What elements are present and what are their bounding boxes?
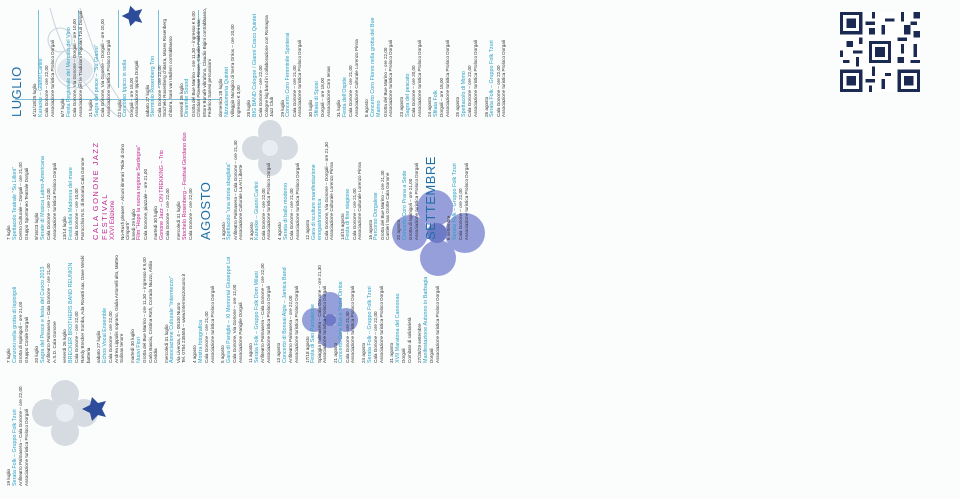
event-title: Stochelo Rosenberg – Festival Giordano duo bbox=[181, 132, 188, 240]
event-organizer: Associazione turistica Proloco Dorgali bbox=[49, 40, 55, 117]
event-location: Spiaggia Palmasera – Cala Gonone – ore 21,30 bbox=[316, 265, 322, 363]
event-item bbox=[361, 253, 384, 363]
event-item bbox=[179, 7, 213, 117]
event-item bbox=[417, 253, 440, 363]
event-location: Grotta del Bue Marino – ore 22,00 bbox=[382, 47, 388, 117]
event-organizer: Gruppo Spontaneo Teatrale Dorgali bbox=[23, 167, 29, 240]
event-organizer: Ingresso € 3,00 bbox=[235, 85, 241, 117]
event-item bbox=[34, 130, 57, 240]
event-title: Spettacolo Teatrale "Su Lilloni" bbox=[11, 166, 18, 240]
event-location: Grotta del Bue Marino – ore 11,30 – ingresso € 5,00 bbox=[141, 257, 147, 363]
event-organizer: Associazione Culturale La Art Liberte bbox=[238, 164, 244, 240]
month-title-luglio: LUGLIO bbox=[9, 66, 24, 117]
event-title: Spettacolo "una storia sbagliata" bbox=[226, 162, 233, 240]
month-title-settembre: SETTEMBRE bbox=[423, 156, 439, 240]
event-item bbox=[305, 253, 328, 363]
event-date: lunedì 29 luglio bbox=[130, 209, 136, 240]
event-title: Associazione Culturale "Intermezzo" bbox=[169, 276, 176, 363]
event-organizer: Associazione turistica Proloco Dorgali bbox=[463, 163, 469, 240]
event-title: Serata Folk – Gruppo Folk Dom Milani bbox=[253, 271, 260, 363]
event-organizer: Associazione turistica Proloco Dorgali bbox=[209, 286, 215, 363]
event-item bbox=[249, 130, 272, 240]
event-title: Sagra del pescato bbox=[404, 73, 411, 117]
event-title: Festa della Madonna del mare bbox=[67, 167, 74, 240]
event-title: Serata Folk – Gruppo Folk Tzuri bbox=[451, 163, 458, 240]
event-title: Concerto Coro Prana a Sede bbox=[401, 170, 408, 240]
event-organizer: Christian Piovesan Rouse, Claudio Fabbrini sax, Ettore Bonafè vibrafono, Claudio Bigini contrabbasso, Federico Sanesi percussioni bbox=[196, 7, 213, 117]
event-title: Gara di sculture manifestazione enogastronomica bbox=[310, 164, 324, 240]
event-location: Cala Gonone – ore 21,00 bbox=[351, 188, 357, 240]
event-item bbox=[333, 253, 356, 363]
event-title: Mostra fotografica bbox=[197, 319, 204, 363]
event-item bbox=[396, 130, 419, 240]
event-date: sabato 27 luglio bbox=[96, 330, 102, 363]
event-organizer: Associazione Culturale Lorenzo Pinna bbox=[353, 39, 359, 117]
event-date: 28 luglio bbox=[246, 99, 252, 117]
event-item bbox=[399, 7, 422, 117]
event-date: 7 luglio bbox=[6, 348, 11, 363]
event-organizer: Associazione turistica Proloco Dorgali bbox=[294, 163, 300, 240]
event-title: Concorso Ippico in sella bbox=[122, 59, 129, 117]
event-organizer: Associazione turistica Proloco Dorgali bbox=[266, 163, 272, 240]
event-organizer: Parrocchia N.S. di Bonaria Cala Gonone bbox=[79, 157, 85, 240]
event-date: 4 agosto bbox=[191, 345, 197, 363]
event-date: mercoledì 31 luglio bbox=[175, 201, 181, 240]
event-organizer: Associazione turistica Proloco Dorgali bbox=[501, 40, 507, 117]
event-location: Dorgali – ore 18,00 bbox=[439, 77, 445, 117]
event-title: Festa di fine stagione bbox=[345, 188, 352, 240]
event-location: Cala Gonone, Via Gonone – ore 12,00 bbox=[232, 284, 238, 363]
event-date: 17/18 agosto bbox=[304, 336, 310, 363]
event-date: 1 agosto bbox=[220, 222, 226, 240]
event-date: 9/16/23 luglio bbox=[34, 212, 40, 240]
event-item bbox=[34, 253, 57, 363]
event-date: mercoledì 31 luglio bbox=[163, 324, 169, 363]
event-date: 24 agosto bbox=[361, 342, 367, 363]
event-location: Cala Gonone – ore 22,00 bbox=[44, 65, 49, 117]
event-title: Festa di San Pantaleone bbox=[310, 303, 317, 363]
event-title: Gara di Paniglie – XI Memorial Giuseppe Loi bbox=[225, 256, 232, 363]
event-location: Cala Gonone – ore 22,00 bbox=[495, 65, 501, 117]
event-organizer: Associazione turistica Proloco Dorgali bbox=[294, 286, 300, 363]
event-location: Cala Gonone – ore 22,00 bbox=[373, 311, 379, 363]
event-title: Concerto Coro Flores nella grotta del Bue Marino bbox=[370, 17, 383, 117]
event-item bbox=[484, 7, 507, 117]
event-date: 16 agosto bbox=[367, 219, 373, 240]
event-item bbox=[336, 7, 359, 117]
event-title: Percorso Dorgalese bbox=[373, 192, 380, 240]
event-item bbox=[32, 7, 55, 117]
event-item bbox=[62, 253, 91, 363]
event-location: Cala Gonone – ore 22,00 bbox=[260, 188, 266, 240]
event-location: Cala Gonone – ore 21,00 bbox=[288, 188, 294, 240]
event-date: 13 agosto bbox=[276, 342, 282, 363]
event-organizer: Andrea Lippolis soprano, Giulia Antonelli alto, Matteo Solinas tenore bbox=[113, 255, 125, 363]
event-item bbox=[246, 7, 275, 117]
event-title: Nuovi Fiori bbox=[135, 337, 142, 363]
event-title: Film "Hope la nuova regione Sardegna" bbox=[136, 145, 143, 240]
event-date: 4/11/18/25 luglio bbox=[32, 83, 37, 117]
event-item bbox=[280, 7, 303, 117]
event-item bbox=[221, 130, 244, 240]
event-title: Serata Folk – Gruppo Folk Tzuri bbox=[366, 286, 373, 363]
event-location: Dorgali bbox=[401, 348, 407, 363]
event-title: Concerto Coro Femminile Spinterai bbox=[285, 32, 292, 117]
event-location: Cala Gonone – ore 21,30 bbox=[344, 311, 350, 363]
event-location: Cala Gonone, Via Gonone – Dorgali – ore 20,00 bbox=[100, 19, 106, 117]
event-organizer: Associazione turistica Proloco Dorgali bbox=[105, 40, 111, 117]
event-organizer: Associazione turistica Proloco Dorgali bbox=[350, 286, 356, 363]
event-title: Spettacolo di Mimo bbox=[461, 71, 467, 117]
event-location: Cala Gonone, Via Gonone – Dorgali – ore 21,30 bbox=[323, 142, 329, 240]
event-date: 5 agosto bbox=[220, 345, 226, 363]
event-title: Serate di Musica Latino-Americana bbox=[39, 156, 46, 240]
event-date: 23 agosto bbox=[399, 96, 405, 117]
event-organizer: Associazione turistica Proloco Dorgali bbox=[378, 286, 384, 363]
event-date: venerdì 26 luglio bbox=[178, 83, 184, 117]
event-organizer: Cologne big band in collaborazione con Romagna Jazz Club bbox=[263, 15, 275, 117]
event-location: Cala Gonone – ore 22,00 bbox=[458, 188, 464, 240]
event-item bbox=[276, 253, 299, 363]
event-organizer: Associazione Ippica Dorgali bbox=[134, 60, 140, 117]
event-organizer: Associazione per le Tradizioni Popolari Tzuri Dorgali bbox=[77, 10, 83, 117]
event-date: martedì 30 luglio bbox=[153, 206, 159, 240]
event-date: 20 luglio bbox=[34, 345, 40, 363]
event-item bbox=[117, 7, 140, 117]
event-date: 6 settembre bbox=[446, 215, 452, 240]
event-title: Manifestazione Autunno in Barbagia bbox=[423, 276, 429, 363]
event-organizer: Associazione turistica Proloco Dorgali bbox=[265, 286, 271, 363]
month-title-agosto: AGOSTO bbox=[197, 181, 213, 240]
event-title: Echos Vocal Ensemble bbox=[101, 307, 108, 363]
event-location: Cala Gonone – ore 22,00 bbox=[74, 311, 80, 363]
event-location: Anfiteatro Palmasera – Cala Gonone – ore 22,00 bbox=[18, 386, 23, 486]
event-title: XVII Maratona del Cannonau bbox=[394, 293, 401, 363]
event-item bbox=[220, 253, 243, 363]
event-organizer: Associazione Coro Ienas bbox=[325, 66, 331, 117]
event-item bbox=[153, 130, 171, 240]
event-item bbox=[305, 130, 335, 240]
event-title: Canzoni nella grotta di Ispinigoli bbox=[11, 286, 18, 363]
event-location: Cala Gonone – ore 22,00 bbox=[156, 65, 162, 117]
event-date: 31 agosto bbox=[389, 342, 395, 363]
event-date: 21 luglio bbox=[88, 99, 94, 117]
event-title: Serata Folk – Gruppo Folk Tzuri bbox=[489, 40, 496, 117]
event-item bbox=[455, 7, 478, 117]
event-location: Cala Gonone – ore 22,00 bbox=[46, 188, 52, 240]
event-title: Sfilata Folk bbox=[432, 90, 439, 117]
event-title: Sagra del Pesce e festa del Cuoco 2013 bbox=[39, 266, 46, 363]
event-organizer: Cantieri Sas Grotte Cala Gonone bbox=[385, 172, 391, 240]
column-agosto-b bbox=[0, 249, 960, 371]
event-date: 21 agosto bbox=[332, 342, 338, 363]
event-organizer: Associazione turistica Proloco Dorgali bbox=[322, 286, 328, 363]
event-date: venerdì 26 luglio bbox=[62, 329, 68, 363]
event-organizer: Associazione turistica Proloco Dorgali bbox=[435, 286, 440, 363]
event-date: 13/14 luglio bbox=[62, 216, 68, 240]
event-title: Concerto di Bonsai Algiv – Jamica Band bbox=[282, 267, 289, 363]
event-organizer: Carlo Basciu, Cristina Roth, Corrado Nuzzo, Attilio Ceddia bbox=[147, 260, 159, 363]
event-item bbox=[6, 130, 29, 240]
column-festival bbox=[0, 126, 960, 248]
event-date: sabato 27 luglio bbox=[144, 84, 150, 117]
event-item bbox=[164, 253, 187, 363]
event-item bbox=[248, 253, 271, 363]
event-date: 26 agosto bbox=[483, 96, 489, 117]
event-item bbox=[308, 7, 331, 117]
event-date: martedì 30 luglio bbox=[129, 329, 135, 363]
event-location: Cala Gonone – ore 21,00 bbox=[203, 311, 209, 363]
event-date: 11 agosto bbox=[248, 343, 254, 363]
event-item bbox=[277, 130, 300, 240]
event-location: Grotta di Ispinigoli – ore 21,00 bbox=[408, 178, 414, 240]
event-location: Dorgali bbox=[429, 348, 435, 363]
event-title: Karaoke – Gianni Carlini bbox=[37, 58, 44, 117]
event-date: 8 agosto bbox=[364, 99, 370, 117]
event-location: Cala Gonone, Via Gonone – Dorgali – ore 10,00 bbox=[72, 19, 78, 117]
column-late bbox=[0, 372, 960, 494]
festival-subtitle: No-Rush please! – Alcuni itinerari "Ride di Gino Cimporti" bbox=[119, 143, 131, 240]
event-date: 22 luglio bbox=[116, 99, 122, 117]
event-organizer: Associazione turistica Proloco Dorgali bbox=[23, 409, 29, 486]
event-item bbox=[131, 130, 149, 240]
event-item bbox=[88, 7, 111, 117]
event-date: 27/28/29 settembre bbox=[417, 323, 423, 363]
event-location: Cala Gonone – ore 22,00 bbox=[187, 188, 193, 240]
events-list-col2 bbox=[6, 130, 474, 240]
event-organizer: A.S.D. Cala Gonone bbox=[51, 321, 57, 363]
events-list-col1 bbox=[32, 7, 507, 117]
event-item bbox=[96, 253, 125, 363]
event-location: Cala Gonone – ore 10,00 bbox=[74, 188, 80, 240]
event-organizer: Associazione turistica Proloco Dorgali bbox=[388, 40, 394, 117]
event-item bbox=[446, 130, 469, 240]
event-title: BIG BAND Cologne / Gianni Cosco Quintet bbox=[251, 13, 258, 117]
event-item bbox=[176, 130, 194, 240]
event-date: 3 agosto bbox=[248, 222, 254, 240]
event-organizer: Tel. 0784 235555 – www.intermezzonuoro.it bbox=[181, 273, 187, 363]
event-item bbox=[368, 130, 391, 240]
event-location: Via Livenza, 4 – 08100 Nuoro bbox=[175, 302, 181, 363]
event-organizer: Associazione turistica Proloco Dorgali bbox=[51, 163, 57, 240]
event-item bbox=[427, 7, 450, 117]
event-title: Karaoke – Gianni Carlini bbox=[254, 181, 261, 240]
event-date: 25 agosto bbox=[455, 96, 461, 117]
event-date: 7 luglio bbox=[6, 225, 11, 240]
event-item bbox=[364, 7, 394, 117]
event-date: 4 agosto bbox=[276, 222, 282, 240]
event-location: Cala Gonone – ore 20,00 bbox=[411, 65, 417, 117]
event-date: 30 luglio bbox=[308, 99, 314, 117]
event-title: Nizzalumeria Quintet bbox=[223, 66, 230, 117]
event-location: Anfiteatro Palmasera – Cala Gonone – ore 22,00 bbox=[260, 263, 266, 363]
event-title: Festa Regionale del Mercato del Vino bbox=[65, 27, 72, 117]
event-date: 31 luglio bbox=[336, 99, 342, 117]
festival-title: CALA GONONE JAZZ FESTIVAL bbox=[90, 141, 109, 240]
event-organizer: Associazione turistica Proloco Dorgali bbox=[297, 40, 303, 117]
event-date: 20 agosto bbox=[396, 219, 402, 240]
event-date: 19 luglio bbox=[6, 468, 11, 486]
event-location: Cala Gonone – ore 22,00 bbox=[258, 65, 264, 117]
event-title: Serata Folk – Gruppo Folk Tzuri bbox=[11, 409, 18, 486]
event-location: Dorgali – ore 18,00 bbox=[320, 77, 326, 117]
event-location: Grotta del Bue Marino – ore 21,30 bbox=[379, 170, 385, 240]
event-organizer: Associazione Culturale Lorenzo Pinna bbox=[357, 162, 363, 240]
event-item bbox=[6, 253, 29, 363]
event-location: Anfiteatro Palmasera – ore 22,00 bbox=[288, 295, 294, 363]
event-item bbox=[340, 130, 363, 240]
event-item bbox=[6, 376, 29, 486]
event-date: 14/15 agosto bbox=[339, 213, 345, 240]
event-date: 6/7 luglio bbox=[60, 98, 66, 117]
event-organizer: Associazione Paniglie Dorgali bbox=[237, 302, 243, 363]
event-organizer: Randy Brecker tromba, Ada Rovatti sax, Dave Weckl batteria bbox=[79, 255, 91, 363]
event-location: Anfiteatro Palmasera – Cala Gonone – ore 21,00 bbox=[46, 263, 52, 363]
event-organizer: Stochelo Rosenberg chitarra, Mozes Rosenberg chitarra, Sani van Mullem contrabbasso bbox=[162, 18, 173, 117]
event-location: Dorgali – ore 18,00 bbox=[128, 77, 134, 117]
events-list-col4 bbox=[6, 376, 34, 486]
event-title: Dinamite Sound bbox=[184, 78, 191, 117]
event-item bbox=[145, 7, 174, 117]
event-title: Festa dell'Ospite bbox=[341, 77, 348, 117]
events-list-col3 bbox=[6, 253, 446, 363]
event-location: Grotta del Bue Marino – ore 11,30 – ingresso € 5,00 bbox=[190, 11, 196, 117]
event-location: Grotta di Ispinigoli – ore 21,00 bbox=[18, 301, 23, 363]
event-item bbox=[389, 253, 412, 363]
event-title: Gonone Jazz – ON TREKKING – Trio bbox=[158, 150, 165, 240]
festival-edition: XXVI Edizione bbox=[108, 200, 116, 240]
event-item bbox=[62, 130, 85, 240]
event-organizer: Associazione turistica Proloco Dorgali bbox=[473, 40, 478, 117]
event-location: Cala Gonone – ore 22,00 bbox=[467, 65, 473, 117]
event-date: 12 agosto bbox=[305, 219, 311, 240]
qr-code bbox=[840, 12, 920, 92]
event-location: Cala Gonone – ore 22,00 bbox=[165, 188, 171, 240]
event-title: Sfilata di Sposi bbox=[313, 81, 320, 117]
event-date: 29 luglio bbox=[279, 99, 285, 117]
event-organizer: Gruppo Corale Dorgali bbox=[23, 317, 29, 363]
event-title: Sterminio Rosenberg Trio bbox=[150, 55, 157, 117]
event-item bbox=[60, 7, 83, 117]
column-luglio bbox=[0, 3, 960, 125]
event-organizer: Associazione turistica Proloco Dorgali bbox=[413, 163, 419, 240]
event-location: Anfiteatro Palmasera – Cala Gonone – ore 21,30 bbox=[232, 140, 238, 240]
event-organizer: Associazione turistica Proloco Dorgali bbox=[416, 40, 422, 117]
event-title: BRECKER BROTHERS BAND REUNION bbox=[67, 262, 74, 363]
event-organizer: Comitato di solidarietà bbox=[406, 317, 412, 363]
event-organizer: Associazione turistica Proloco Dorgali bbox=[444, 40, 450, 117]
event-location: Cala Gonone – ore 21,00 bbox=[348, 65, 354, 117]
event-date: domenica 28 luglio bbox=[217, 78, 223, 117]
event-item bbox=[218, 7, 241, 117]
event-location: Cala Gonone, piazzale – ore 21,00 bbox=[142, 169, 148, 240]
event-item bbox=[192, 253, 215, 363]
event-item bbox=[130, 253, 159, 363]
event-title: Concerto Coro Bue e Serra Orrios bbox=[338, 281, 345, 363]
event-title: Sagra del pesce – "Su Gianni" bbox=[93, 44, 100, 117]
event-location: Cala Gonone – ore 22,00 bbox=[108, 311, 114, 363]
event-organizer: Associazione Culturale Lorenzo Pinna bbox=[329, 162, 335, 240]
event-title: Serata di ballo moderno bbox=[282, 182, 289, 240]
event-location: Centro Culturale – Dorgali – ore 21,00 bbox=[18, 162, 23, 240]
event-location: Villaggio Nuragico di Serra Orrios – ore 20,00 bbox=[229, 24, 235, 117]
event-date: 24 agosto bbox=[427, 96, 433, 117]
event-location: Cala Gonone – ore 21,00 bbox=[291, 65, 297, 117]
